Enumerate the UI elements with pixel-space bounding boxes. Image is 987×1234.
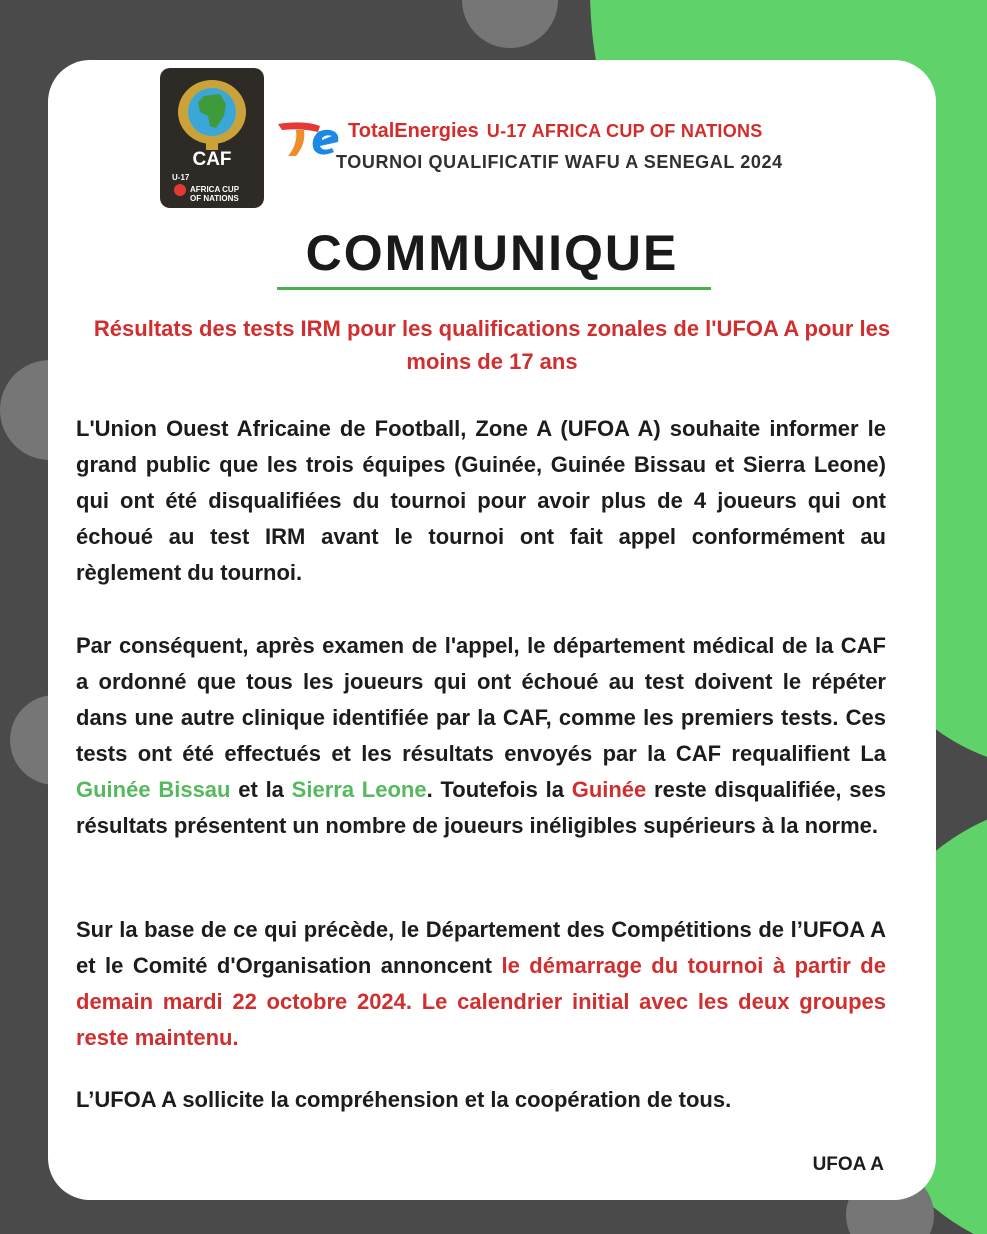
paragraph-2-text-3: . Toutefois la xyxy=(426,777,572,802)
caf-tagline-2: AFRICA CUP xyxy=(190,185,240,194)
sponsor-name: TotalEnergies xyxy=(348,120,479,142)
title-underline xyxy=(277,287,711,290)
paragraph-3-highlight: le démarrage du tournoi à partir de demain mardi 22 octobre 2024. Le calendrier initial avec les deux groupes reste maintenu. xyxy=(76,953,886,1050)
page-title: COMMUNIQUE xyxy=(305,225,679,281)
grey-blob-top xyxy=(462,0,558,48)
paragraph-2-text-4: reste disqualifiée, ses résultats présentent un nombre de joueurs inéligibles supérieurs à la norme. xyxy=(76,777,887,838)
tournament-name: TOURNOI QUALIFICATIF WAFU A SENEGAL 2024 xyxy=(336,152,783,172)
paragraph-2 xyxy=(76,628,886,844)
paragraph-3 xyxy=(76,912,886,1056)
paragraph-2-text-1: Par conséquent, après examen de l'appel, le département médical de la CAF a ordonné que tous les joueurs qui ont échoué au test doivent le répéter dans une autre clinique identifiée par la CAF, comme les premiers tests. Ces tests ont été effectués et les résultats envoyés par la CAF requalifient La xyxy=(76,633,886,766)
caf-tagline-1: U-17 xyxy=(172,173,190,182)
team-guinea: Guinée xyxy=(571,777,647,802)
event-name: U-17 AFRICA CUP OF NATIONS xyxy=(486,121,763,141)
team-sierra-leone: Sierra Leone xyxy=(291,777,427,802)
paragraph-4: L’UFOA A sollicite la compréhension et la coopération de tous. xyxy=(76,1087,732,1112)
paragraph-1: L'Union Ouest Africaine de Football, Zone A (UFOA A) souhaite informer le grand public que les trois équipes (Guinée, Guinée Bissau et Sierra Leone) qui ont été disqualifiées du tournoi pour avoir plus de 4 joueurs qui ont échoué au test IRM avant le tournoi ont fait appel conformément au règlement du tournoi. xyxy=(76,416,886,585)
sponsor-event-line xyxy=(348,120,763,143)
signature: UFOA A xyxy=(812,1154,884,1175)
caf-acronym: CAF xyxy=(192,149,232,170)
paragraph-2-text-2: et la xyxy=(230,777,292,802)
communique-card xyxy=(48,60,936,1200)
subtitle: Résultats des tests IRM pour les qualifications zonales de l'UFOA A pour les moins de 17 ans xyxy=(93,316,891,374)
caf-u17-logo xyxy=(160,68,264,208)
team-guinea-bissau: Guinée Bissau xyxy=(76,777,231,802)
caf-tagline-3: OF NATIONS xyxy=(190,194,239,203)
caf-trophy-logo-icon xyxy=(160,68,264,208)
paragraph-3-text: Sur la base de ce qui précède, le Département des Compétitions de l’UFOA A et le Comité d'Organisation annoncent xyxy=(76,917,886,978)
